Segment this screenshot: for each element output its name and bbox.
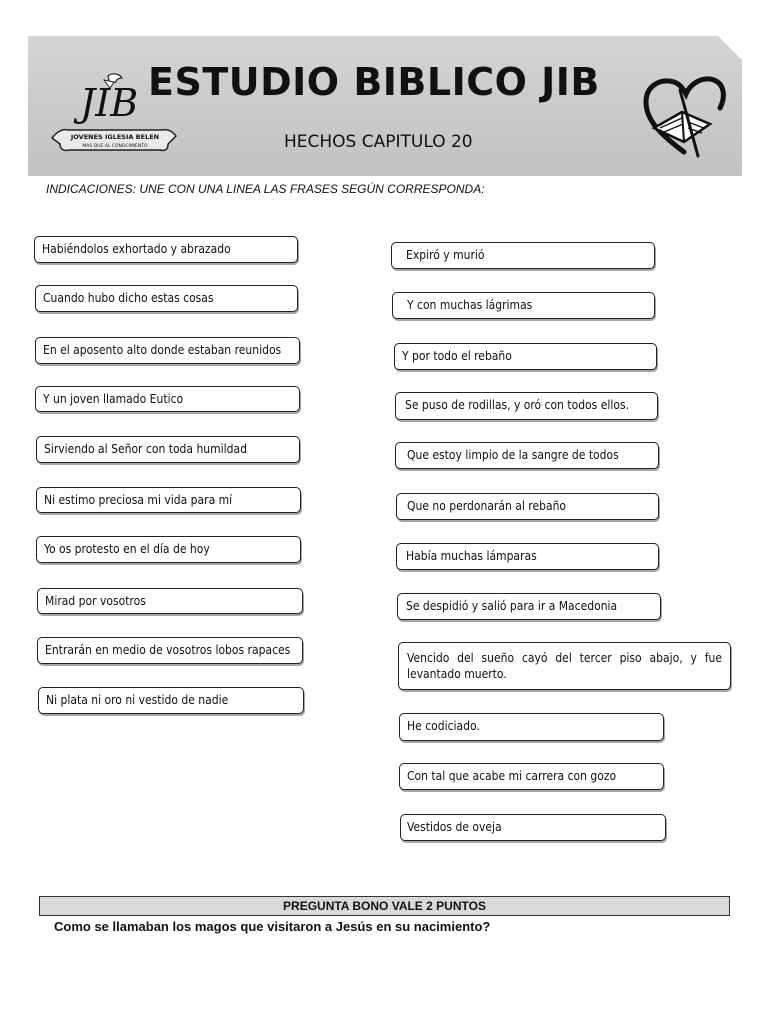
logo-text: JIB (80, 81, 139, 125)
left-phrase-4: Y un joven llamado Eutico (35, 386, 300, 412)
left-phrase-6: Ni estimo preciosa mi vida para mí (36, 487, 301, 513)
right-phrase-9: Vencido del sueño cayó del tercer piso abajo, y fue levantado muerto. (398, 642, 731, 690)
page-title: ESTUDIO BIBLICO JIB (148, 60, 600, 104)
logo-ribbon: JOVENES IGLESIA BELEN (70, 133, 160, 141)
left-phrase-5: Sirviendo al Señor con toda humildad (36, 436, 300, 463)
page-subtitle: HECHOS CAPITULO 20 (284, 132, 473, 152)
right-phrase-6: Que no perdonarán al rebaño (396, 493, 659, 520)
bible-heart-icon (640, 72, 726, 162)
left-phrase-8: Mirad por vosotros (37, 588, 303, 614)
left-phrase-1: Habiéndolos exhortado y abrazado (34, 236, 298, 263)
bonus-question: Como se llamaban los magos que visitaron a Jesús en su nacimiento? (54, 919, 491, 934)
right-phrase-11: Con tal que acabe mi carrera con gozo (399, 763, 664, 790)
right-phrase-1: Expiró y murió (391, 242, 655, 269)
instructions: INDICACIONES: UNE CON UNA LINEA LAS FRASES SEGÚN CORRESPONDA: (46, 182, 485, 196)
right-phrase-5: Que estoy limpio de la sangre de todos (395, 442, 659, 469)
right-phrase-8: Se despidió y salió para ir a Macedonia (397, 593, 661, 620)
left-phrase-2: Cuando hubo dicho estas cosas (35, 285, 298, 312)
bonus-header: PREGUNTA BONO VALE 2 PUNTOS (39, 896, 730, 916)
right-phrase-10: He codiciado. (399, 713, 664, 741)
left-phrase-10: Ni plata ni oro ni vestido de nadie (38, 687, 304, 714)
left-phrase-9: Entrarán en medio de vosotros lobos rapaces (37, 637, 303, 664)
left-phrase-3: En el aposento alto donde estaban reunidos (35, 337, 300, 364)
right-phrase-12: Vestidos de oveja (400, 814, 666, 841)
right-phrase-7: Había muchas lámparas (396, 543, 659, 570)
right-phrase-3: Y por todo el rebaño (394, 343, 657, 370)
left-phrase-7: Yo os protesto en el día de hoy (36, 536, 301, 563)
logo-tagline: MAS QUE AL CONOCIMIENTO (82, 144, 148, 149)
right-phrase-4: Se puso de rodillas, y oró con todos ellos. (395, 392, 658, 420)
right-phrase-2: Y con muchas lágrimas (392, 292, 655, 319)
